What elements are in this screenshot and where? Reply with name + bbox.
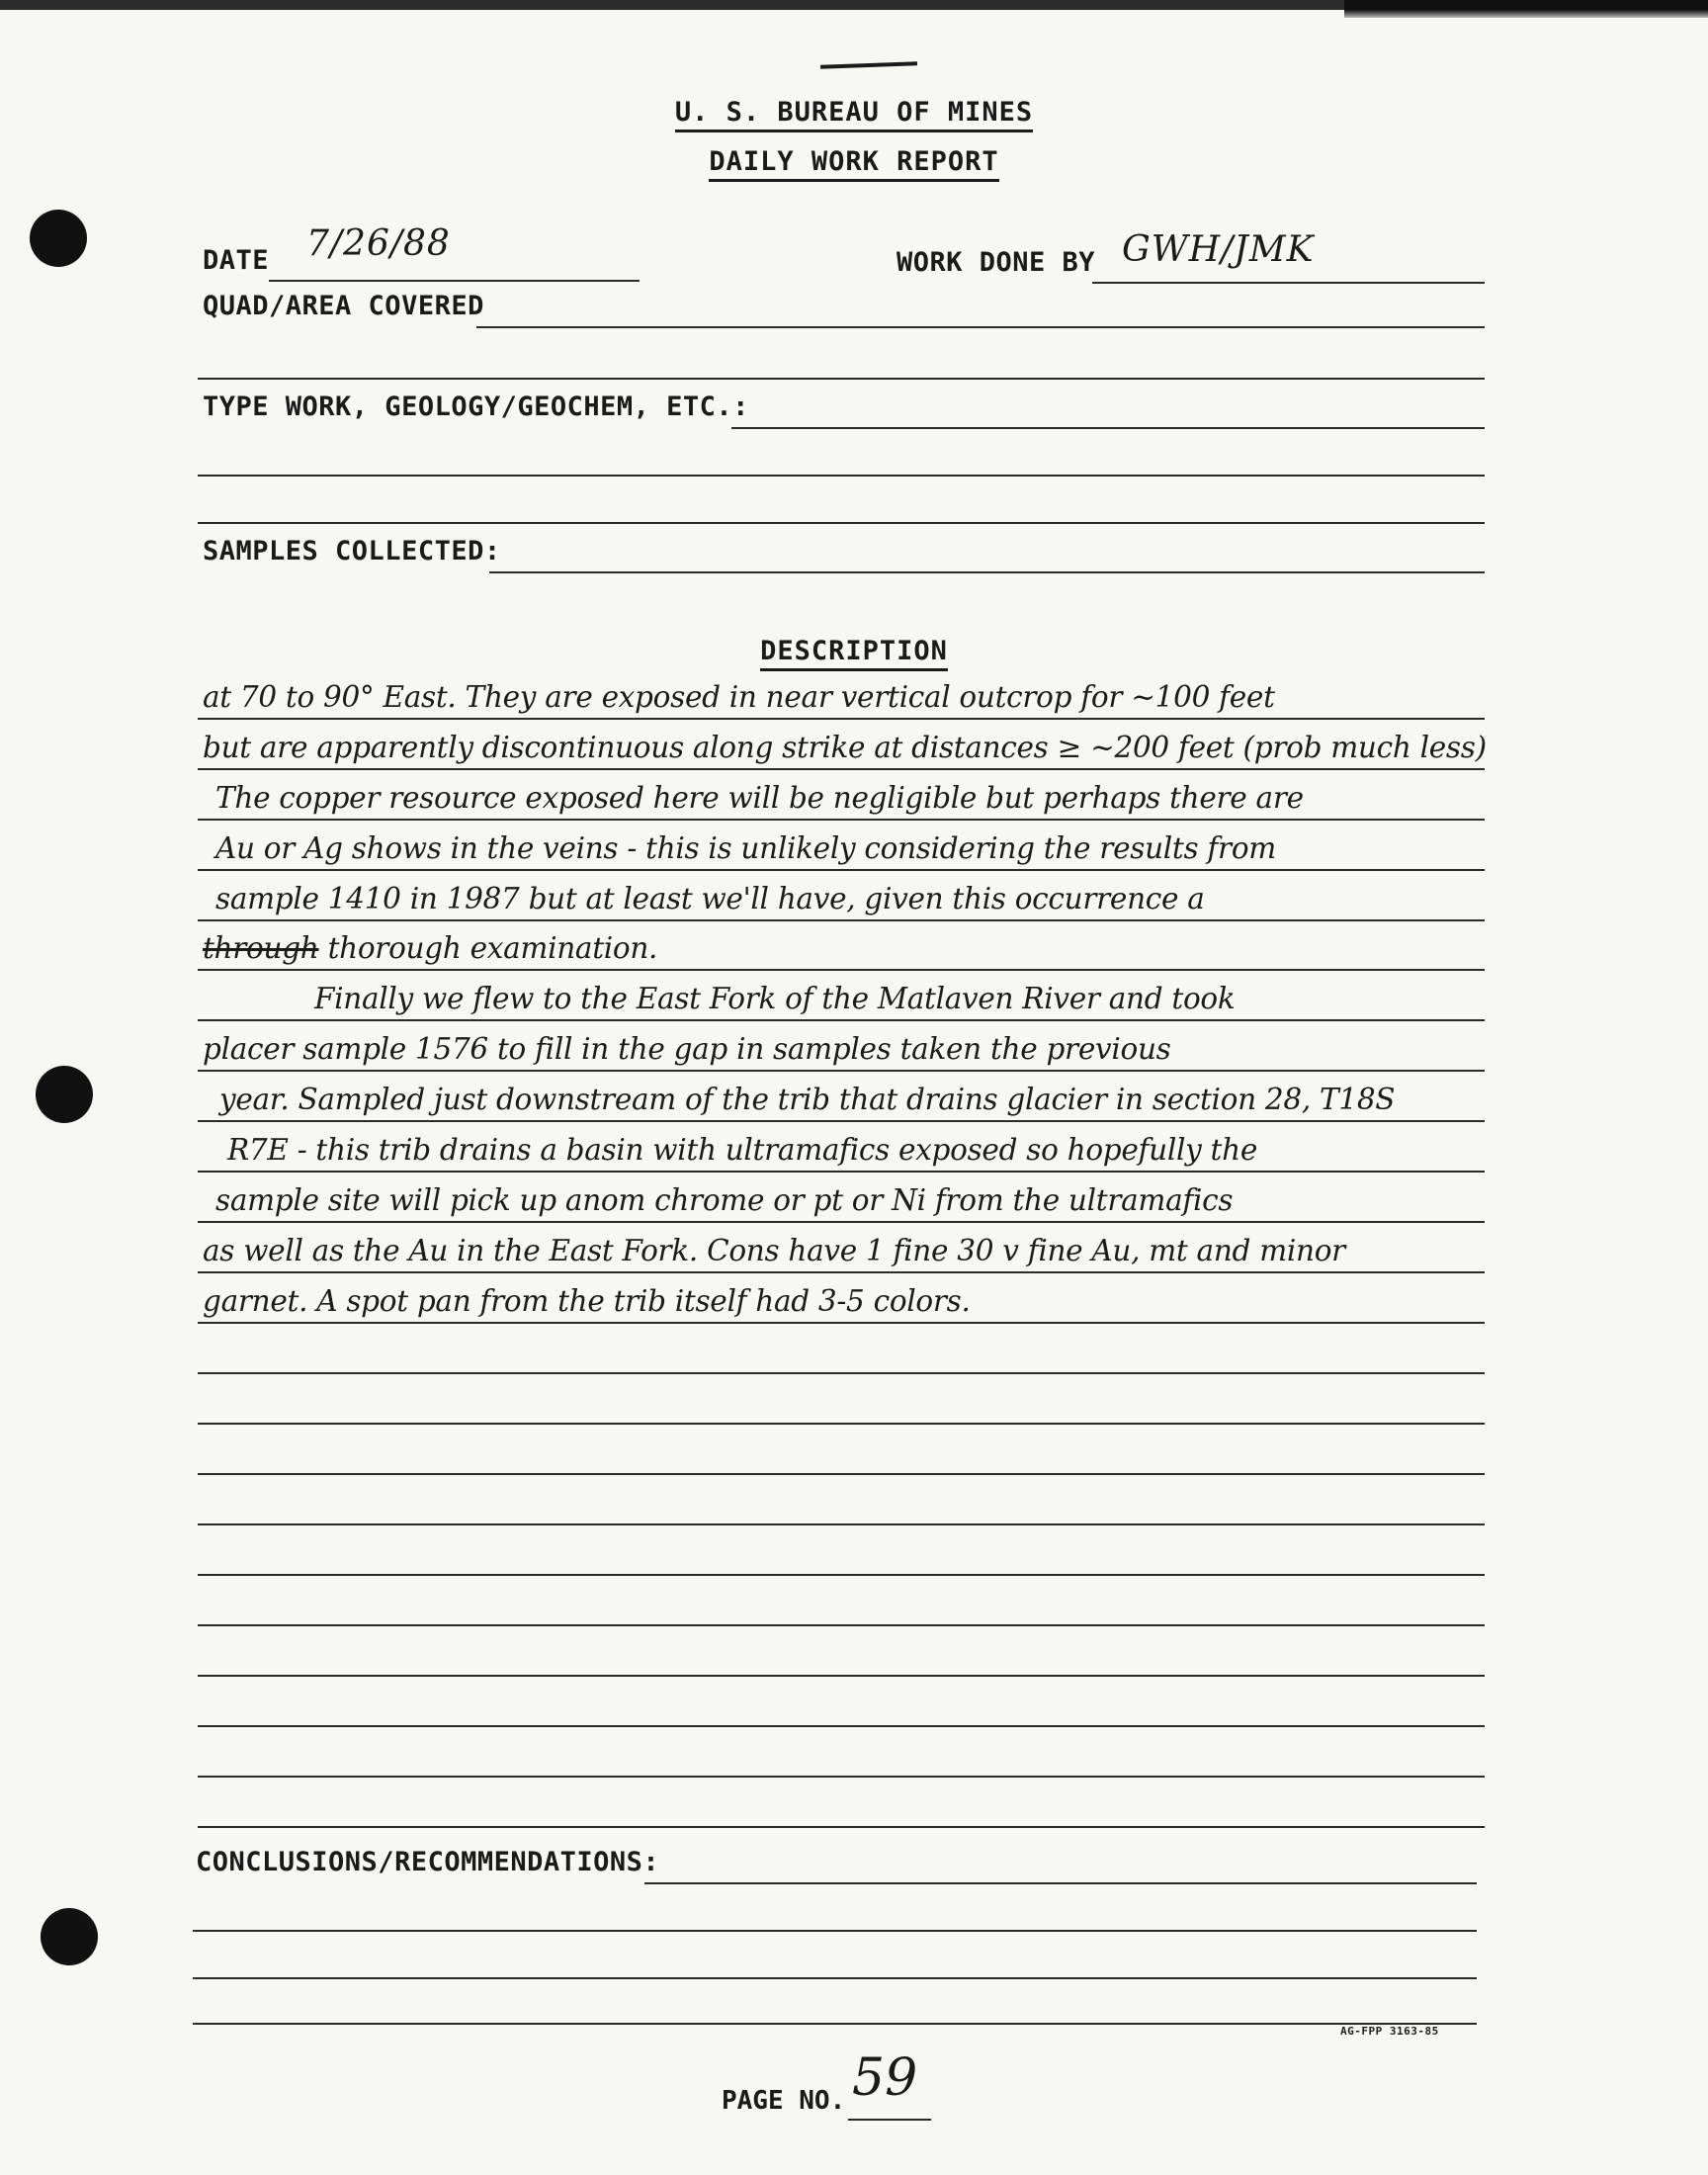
conclusions-label: CONCLUSIONS/RECOMMENDATIONS:	[196, 1847, 660, 1877]
ruled-line	[198, 1322, 1485, 1324]
description-line: Finally we flew to the East Fork of the Matlaven River and took	[314, 982, 1236, 1015]
description-line: at 70 to 90° East. They are exposed in near vertical outcrop for ~100 feet	[203, 680, 1275, 714]
quad-area-line-2	[198, 378, 1485, 380]
type-work-line-1	[731, 427, 1485, 429]
ruled-line	[198, 1171, 1485, 1173]
punch-hole-middle	[36, 1066, 93, 1123]
ruled-line	[198, 1271, 1485, 1273]
ruled-line	[198, 1070, 1485, 1072]
conclusions-line-2	[193, 1930, 1477, 1932]
description-line: but are apparently discontinuous along strike at distances ≥ ~200 feet (prob much less)	[203, 731, 1487, 764]
ruled-line	[198, 819, 1485, 821]
description-line: Au or Ag shows in the veins - this is unlikely considering the results from	[215, 831, 1276, 865]
description-line: year. Sampled just downstream of the trib that drains glacier in section 28, T18S	[219, 1083, 1396, 1116]
page-number-value: 59	[852, 2048, 918, 2108]
ruled-line	[198, 969, 1485, 971]
description-line: garnet. A spot pan from the trib itself had 3-5 colors.	[203, 1284, 971, 1318]
date-label: DATE	[203, 245, 270, 276]
ruled-line	[198, 1574, 1485, 1576]
type-work-line-3	[198, 522, 1485, 524]
ruled-line	[198, 768, 1485, 770]
description-heading: DESCRIPTION	[0, 636, 1708, 666]
description-line: sample site will pick up anom chrome or pt or Ni from the ultramafics	[215, 1183, 1234, 1217]
struck-word: through	[203, 931, 319, 965]
type-work-label: TYPE WORK, GEOLOGY/GEOCHEM, ETC.:	[203, 392, 749, 422]
report-type-title: DAILY WORK REPORT	[0, 146, 1708, 177]
quad-area-label: QUAD/AREA COVERED	[203, 291, 484, 321]
scan-top-edge-shadow	[1344, 0, 1708, 18]
work-done-by-line	[1092, 282, 1485, 284]
ruled-line	[198, 919, 1485, 921]
description-line: sample 1410 in 1987 but at least we'll have, given this occurrence a	[215, 882, 1205, 915]
ruled-line	[198, 869, 1485, 871]
date-line	[269, 280, 640, 282]
date-value: 7/26/88	[306, 223, 451, 264]
description-line: The copper resource exposed here will be negligible but perhaps there are	[215, 781, 1304, 815]
conclusions-line-1	[644, 1882, 1477, 1884]
ruled-line	[198, 1675, 1485, 1677]
ruled-line	[198, 1725, 1485, 1727]
work-done-by-label: WORK DONE BY	[897, 247, 1096, 278]
type-work-line-2	[198, 475, 1485, 477]
description-line: through thorough examination.	[203, 931, 658, 965]
description-line: as well as the Au in the East Fork. Cons have 1 fine 30 v fine Au, mt and minor	[203, 1234, 1345, 1267]
punch-hole-top	[30, 210, 87, 267]
page-number-label: PAGE NO.	[722, 2086, 846, 2116]
ruled-line	[198, 1776, 1485, 1778]
conclusions-line-4	[193, 2023, 1477, 2025]
pen-mark	[820, 61, 917, 68]
samples-collected-label: SAMPLES COLLECTED:	[203, 536, 501, 566]
ruled-line	[198, 1826, 1485, 1828]
ruled-line	[198, 1221, 1485, 1223]
description-line: placer sample 1576 to fill in the gap in samples taken the previous	[203, 1032, 1171, 1066]
ruled-line	[198, 1523, 1485, 1525]
ruled-line	[198, 1019, 1485, 1021]
work-done-by-value: GWH/JMK	[1122, 229, 1315, 270]
ruled-line	[198, 1120, 1485, 1122]
report-agency-title: U. S. BUREAU OF MINES	[0, 97, 1708, 128]
ruled-line	[198, 1372, 1485, 1374]
ruled-line	[198, 718, 1485, 720]
form-code: AG-FPP 3163-85	[1340, 2025, 1439, 2038]
page-number-line	[848, 2119, 931, 2121]
samples-collected-line	[489, 571, 1485, 573]
description-line: R7E - this trib drains a basin with ultramafics exposed so hopefully the	[227, 1133, 1257, 1167]
ruled-line	[198, 1624, 1485, 1626]
quad-area-line-1	[476, 326, 1485, 328]
punch-hole-bottom	[41, 1908, 98, 1965]
ruled-line	[198, 1423, 1485, 1425]
ruled-line	[198, 1473, 1485, 1475]
conclusions-line-3	[193, 1977, 1477, 1979]
